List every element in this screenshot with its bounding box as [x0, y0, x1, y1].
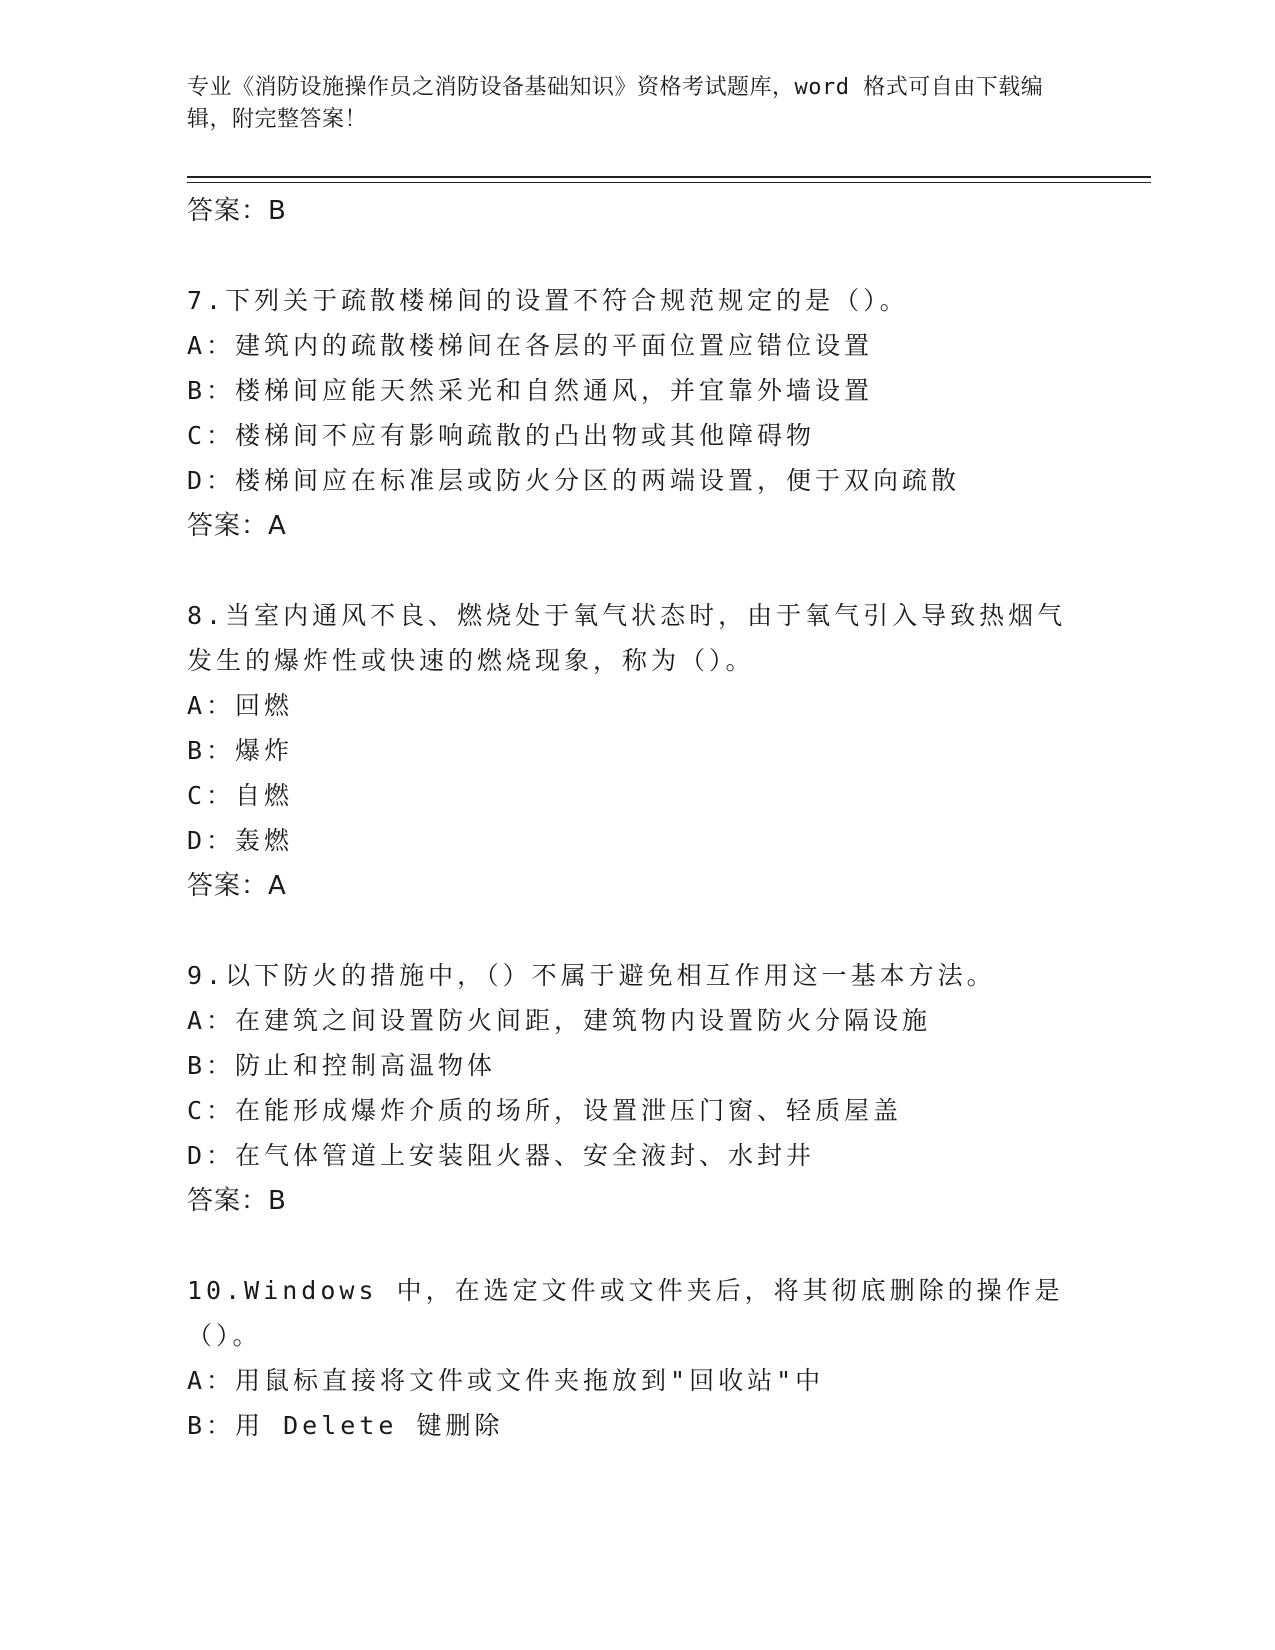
header-divider-thick [187, 176, 1151, 178]
option-c: C：自燃 [187, 781, 294, 810]
option-d: D：在气体管道上安装阻火器、安全液封、水封井 [187, 1141, 816, 1170]
question-9 [187, 953, 1067, 1224]
option-b: B：楼梯间应能天然采光和自然通风，并宜靠外墙设置 [187, 376, 874, 405]
question-8 [187, 593, 1067, 909]
question-text: 10.Windows 中，在选定文件或文件夹后，将其彻底删除的操作是（）。 [187, 1276, 1064, 1350]
option-a: A：在建筑之间设置防火间距，建筑物内设置防火分隔设施 [187, 1006, 932, 1035]
option-c: C：在能形成爆炸介质的场所，设置泄压门窗、轻质屋盖 [187, 1096, 903, 1125]
option-b: B：用 Delete 键删除 [187, 1411, 504, 1440]
option-c: C：楼梯间不应有影响疏散的凸出物或其他障碍物 [187, 421, 816, 450]
document-header: 专业《消防设施操作员之消防设备基础知识》资格考试题库，word 格式可自由下载编辑，附完整答案！ [187, 75, 1044, 132]
question-text: 7.下列关于疏散楼梯间的设置不符合规范规定的是（）。 [187, 286, 909, 315]
answer-line: 答案：B [187, 1186, 287, 1216]
header-divider-thin [187, 182, 1151, 183]
answer-line: 答案：A [187, 511, 287, 541]
option-d: D：楼梯间应在标准层或防火分区的两端设置，便于双向疏散 [187, 466, 961, 495]
option-a: A：回燃 [187, 691, 294, 720]
option-b: B：防止和控制高温物体 [187, 1051, 497, 1080]
question-7 [187, 278, 1067, 549]
question-text: 9.以下防火的措施中，（）不属于避免相互作用这一基本方法。 [187, 961, 996, 990]
option-b: B：爆炸 [187, 736, 294, 765]
question-text: 8.当室内通风不良、燃烧处于氧气状态时，由于氧气引入导致热烟气发生的爆炸性或快速的燃烧现象，称为（）。 [187, 601, 1067, 675]
option-a: A：用鼠标直接将文件或文件夹拖放到"回收站"中 [187, 1366, 825, 1395]
question-list [187, 188, 1067, 1448]
option-d: D：轰燃 [187, 826, 294, 855]
answer-line: 答案：B [187, 196, 287, 226]
answer-line: 答案：A [187, 871, 287, 901]
question-10 [187, 1268, 1067, 1448]
option-a: A：建筑内的疏散楼梯间在各层的平面位置应错位设置 [187, 331, 874, 360]
